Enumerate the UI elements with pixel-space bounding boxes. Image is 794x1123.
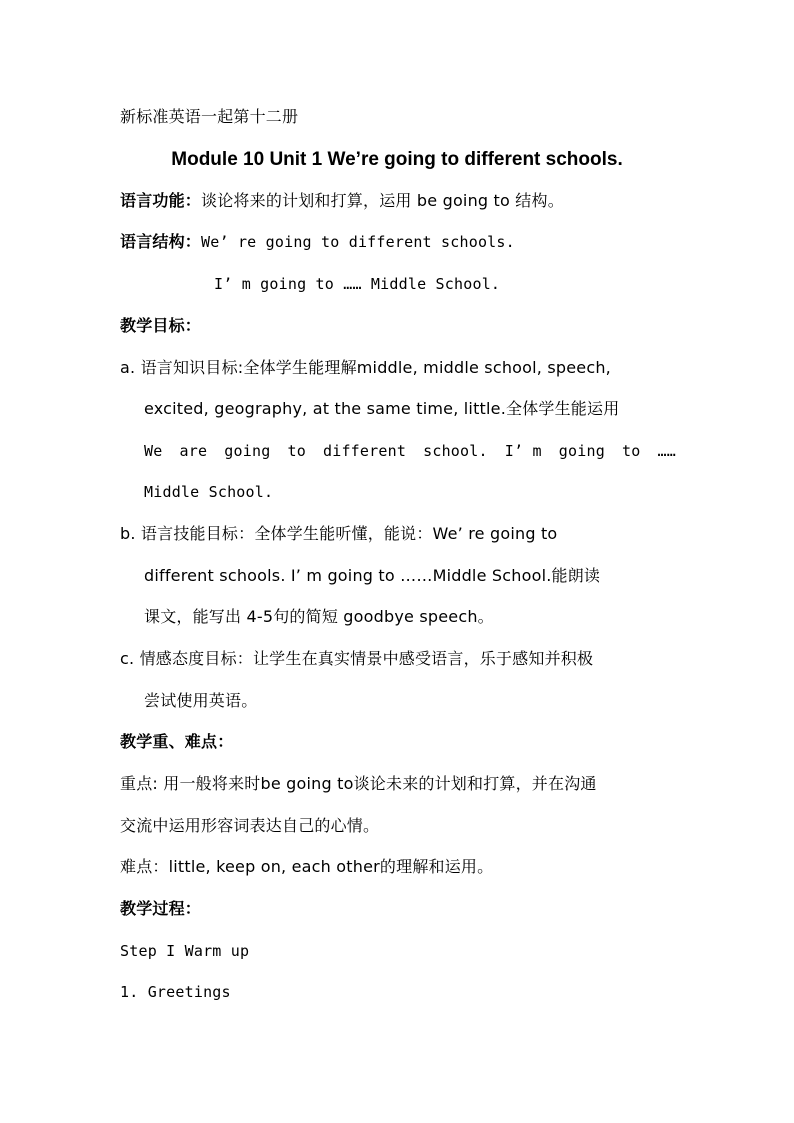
word: to	[621, 442, 641, 460]
objective-a-line1: a. 语言知识目标:全体学生能理解middle, middle school, speech,	[120, 358, 611, 377]
word: different	[322, 442, 407, 460]
word: I’ m	[504, 442, 542, 460]
objective-b-line3: 课文，能写出 4-5句的简短 goodbye speech。	[144, 607, 494, 626]
word: are	[179, 442, 208, 460]
objective-a-line2: excited, geography, at the same time, little.全体学生能运用	[144, 399, 620, 418]
word: ……	[657, 442, 676, 460]
objective-b-line1: b. 语言技能目标：全体学生能听懂，能说：We’ re going to	[120, 524, 558, 543]
word: to	[287, 442, 306, 460]
objectives-heading: 教学目标：	[120, 316, 202, 335]
keypoint-line1: 重点: 用一般将来时be going to谈论未来的计划和打算，并在沟通	[120, 774, 597, 793]
word: going	[224, 442, 271, 460]
keypoints-heading: 教学重、难点：	[120, 732, 234, 751]
objective-c-line1: c. 情感态度目标：让学生在真实情景中感受语言，乐于感知并积极	[120, 649, 594, 668]
language-function	[120, 190, 680, 212]
keypoint-line2: 交流中运用形容词表达自己的心情。	[120, 816, 380, 835]
difficult-point: 难点：little, keep on, each other的理解和运用。	[120, 857, 494, 876]
word: We	[144, 442, 163, 460]
process-heading: 教学过程：	[120, 899, 202, 918]
language-function-label: 语言功能：	[120, 191, 202, 210]
language-structure-line2: I’ m going to …… Middle School.	[214, 275, 501, 293]
objective-c-line2: 尝试使用英语。	[144, 691, 258, 710]
objective-b-line2: different schools. I’ m going to ……Middle School.能朗读	[144, 566, 601, 585]
language-structure-label: 语言结构：	[120, 232, 202, 251]
language-structure	[120, 231, 680, 253]
objective-a-line3	[144, 440, 676, 462]
word: school.	[423, 442, 488, 460]
document-header: 新标准英语一起第十二册	[120, 107, 299, 126]
language-structure-line1: We’ re going to different schools.	[201, 233, 515, 251]
step-one: Step I Warm up	[120, 942, 250, 960]
step-one-item-1: 1. Greetings	[120, 983, 231, 1001]
word: going	[558, 442, 605, 460]
objective-a-line4: Middle School.	[144, 483, 274, 501]
language-function-text: 谈论将来的计划和打算，运用 be going to 结构。	[201, 191, 564, 210]
page-title: Module 10 Unit 1 We’re going to different schools.	[171, 149, 623, 170]
